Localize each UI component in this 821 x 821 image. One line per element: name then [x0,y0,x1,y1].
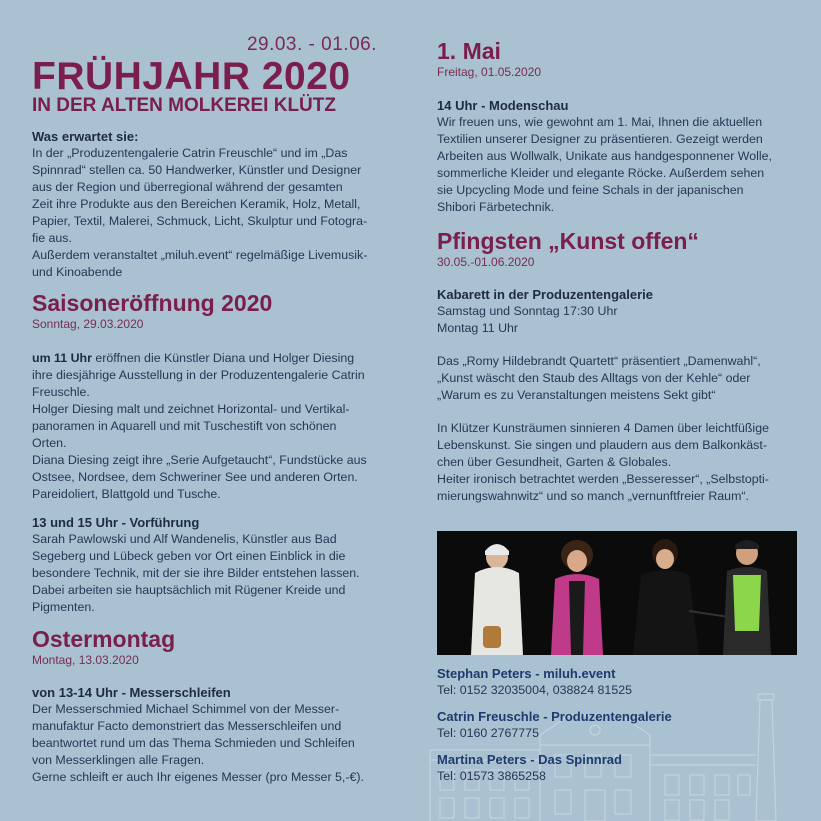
saison-line: Holger Diesing malt und zeichnet Horizontal- und Vertikal- [32,402,350,416]
contact-entry [437,751,797,784]
ostermontag-body [32,684,364,786]
contact-name: Catrin Freuschle - Produzentengalerie [437,709,672,724]
ostermontag-line: Gerne schleift er auch Ihr eigenes Messer (pro Messer 5,-€). [32,770,364,784]
mai-section [437,38,541,80]
mai-line: Textilien unserer Designer zu präsentieren. Gezeigt werden [437,132,763,146]
intro-line: und Kinoabende [32,265,123,279]
pfingsten-time: Montag 11 Uhr [437,321,519,335]
intro-line: Papier, Textil, Malerei, Schmuck, Licht, Skulptur und Fotogra- [32,214,368,228]
vorfuehrung-line: Segeberg und Lübeck geben vor Ort einen Einblick in die [32,549,346,563]
ostermontag-date: Montag, 13.03.2020 [32,653,139,667]
intro-line: Außerdem veranstaltet „miluh.event“ regelmäßige Livemusik- [32,248,368,262]
saison-section [32,290,272,332]
mai-body [437,97,772,216]
vorfuehrung-line: Dabei arbeiten sie hauptsächlich mit Rügener Kreide und [32,583,346,597]
intro-line: In der „Produzentengalerie Catrin Freuschle“ und im „Das [32,146,348,160]
intro-line: aus der Region und überregional während der gesamten [32,180,343,194]
pfingsten-para1-line: Das „Romy Hildebrandt Quartett“ präsentiert „Damenwahl“, [437,354,761,368]
saison-line: ihre diesjährige Ausstellung in der Produzentengalerie Catrin [32,368,365,382]
saison-date: Sonntag, 29.03.2020 [32,317,144,331]
contact-name: Stephan Peters - miluh.event [437,666,616,681]
ostermontag-title: Ostermontag [32,626,176,652]
contact-entry [437,665,797,698]
ostermontag-line: beantwortet rund um das Thema Schmieden und Schleifen [32,736,355,750]
mai-line: Wir freuen uns, wie gewohnt am 1. Mai, Ihnen die aktuellen [437,115,763,129]
contacts-section [437,665,797,784]
intro-line: Spinnrad“ stellen ca. 50 Handwerker, Künstler und Designer [32,163,362,177]
vorfuehrung-line: Pigmenten. [32,600,95,614]
pfingsten-para1-line: „Kunst wäscht den Staub des Alltags von der Kehle“ oder [437,371,751,385]
mai-line: sommerliche Kleider und elegante Röcke. Außerdem sehen [437,166,765,180]
pfingsten-body [437,286,769,505]
vorfuehrung-heading: 13 und 15 Uhr - Vorführung [32,515,200,530]
saison-line: Freuschle. [32,385,90,399]
vorfuehrung-line: besondere Technik, mit der sie ihre Bilder entstehen lassen. [32,566,360,580]
pfingsten-para2-line: Heiter ironisch betrachtet werden „Besseresser“, „Selbstopti- [437,472,769,486]
saison-line: Pareidoliert, Blattgold und Tusche. [32,487,221,501]
date-range: 29.03. - 01.06. [246,34,377,55]
ostermontag-line: von Messerklingen alle Fragen. [32,753,205,767]
ostermontag-line: manufaktur Facto demonstriert das Messerschleifen und [32,719,342,733]
pfingsten-para2-line: In Klützer Kunsträumen sinnieren 4 Damen über leichtfüßige [437,421,769,435]
contact-entry [437,708,797,741]
contact-name: Martina Peters - Das Spinnrad [437,752,622,767]
pfingsten-time: Samstag und Sonntag 17:30 Uhr [437,304,618,318]
ostermontag-section [32,626,175,668]
pfingsten-para2-line: Lebenskunst. Sie singen und plaudern aus dem Balkonkäst- [437,438,767,452]
saison-body [32,350,367,503]
page-subtitle: IN DER ALTEN MOLKEREI KLÜTZ [32,95,336,116]
saison-first-line-text: eröffnen die Künstler Diana und Holger Diesing [91,351,355,365]
ostermontag-heading: von 13-14 Uhr - Messerschleifen [32,685,231,700]
contact-phone[interactable]: Tel: 0160 2767775 [437,726,539,740]
intro-section [32,128,367,281]
vorfuehrung-section [32,514,360,616]
saison-first-line [32,350,367,367]
pfingsten-section [437,228,699,270]
pfingsten-para2-line: chen über Gesundheit, Garten & Globales. [437,455,672,469]
pfingsten-date: 30.05.-01.06.2020 [437,255,535,269]
mai-line: sie Upcycling Mode und feine Schals in der japanischen [437,183,744,197]
mai-date: Freitag, 01.05.2020 [437,65,542,79]
mai-line: Arbeiten aus Wollwalk, Unikate aus handgesponnener Wolle, [437,149,772,163]
contact-phone[interactable]: Tel: 01573 3865258 [437,769,546,783]
mai-heading: 14 Uhr - Modenschau [437,98,569,113]
ostermontag-line: Der Messerschmied Michael Schimmel von der Messer- [32,702,340,716]
performers-photo [437,531,797,655]
intro-line: fie aus. [32,231,72,245]
saison-title: Saisoneröffnung 2020 [32,290,273,316]
contact-phone[interactable]: Tel: 0152 32035004, 038824 81525 [437,683,632,697]
mai-title: 1. Mai [437,38,501,64]
pfingsten-heading: Kabarett in der Produzentengalerie [437,287,653,302]
mai-line: Shibori Färbetechnik. [437,200,555,214]
intro-line: Zeit ihre Produkte aus den Bereichen Keramik, Holz, Metall, [32,197,361,211]
pfingsten-para1-line: „Warum es zu Veranstaltungen meistens Sekt gibt“ [437,388,716,402]
pfingsten-title: Pfingsten „Kunst offen“ [437,228,699,254]
saison-line: Diana Diesing zeigt ihre „Serie Aufgetaucht“, Fundstücke aus [32,453,367,467]
vorfuehrung-line: Sarah Pawlowski und Alf Wandenelis, Künstler aus Bad [32,532,337,546]
saison-line: Ostsee, Nordsee, dem Schweriner See und anderen Orten. [32,470,358,484]
saison-line: panoramen in Aquarell und mit Tuschestift von schönen [32,419,337,433]
intro-heading: Was erwartet sie: [32,129,139,144]
performers-image [437,531,797,655]
saison-time: um 11 Uhr [32,351,92,365]
saison-line: Orten. [32,436,67,450]
pfingsten-para2-line: mierungswahnwitz“ und so manch „vernunftfreier Raum“. [437,489,749,503]
page-title: FRÜHJAHR 2020 [32,55,351,98]
